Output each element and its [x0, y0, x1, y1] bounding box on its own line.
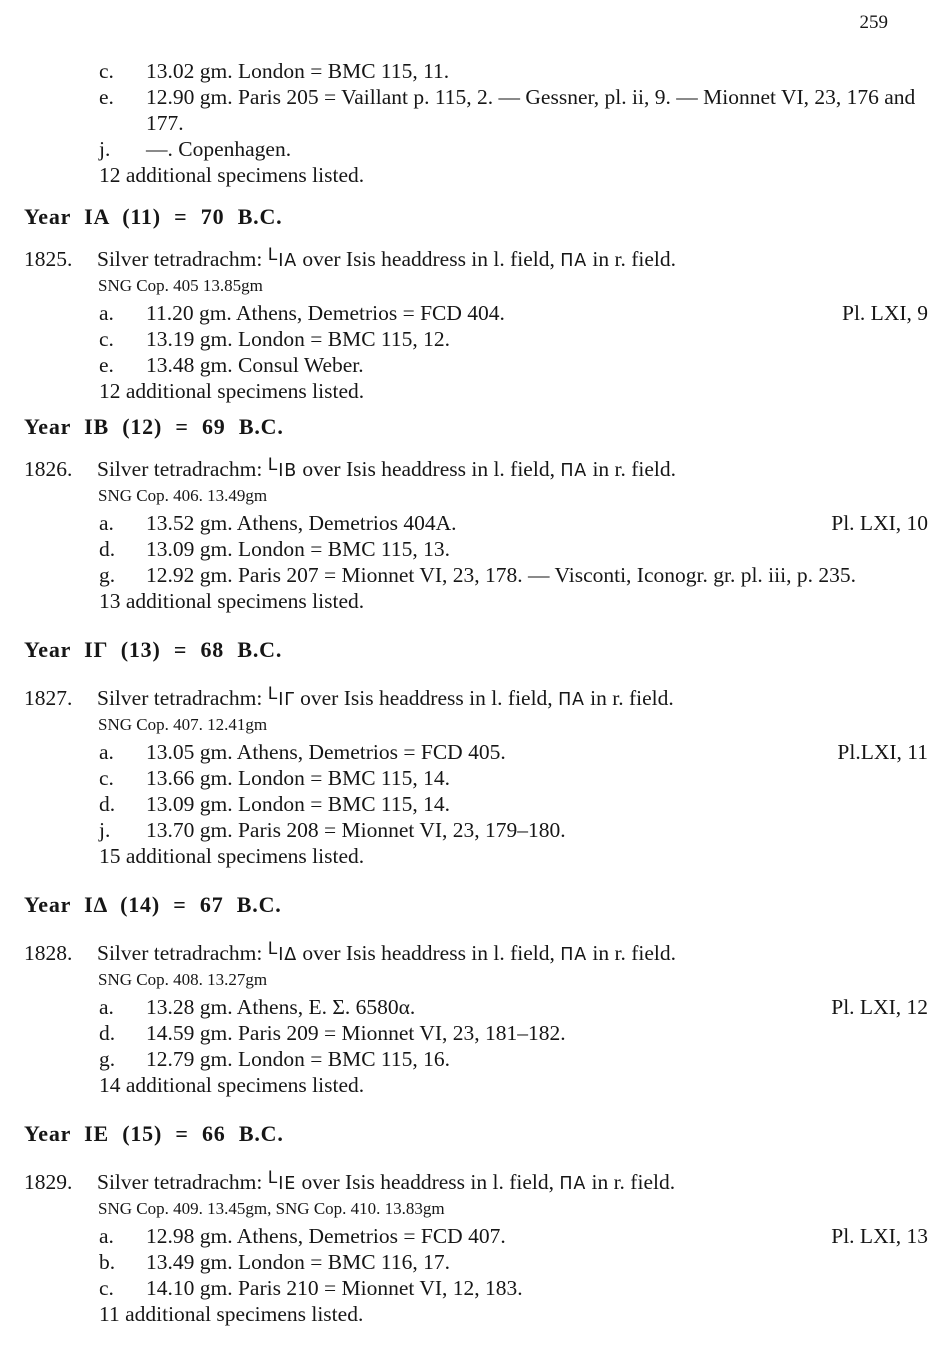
specimen-letter: e. — [99, 353, 114, 377]
entry-number: 1826. — [24, 457, 73, 481]
catalog-entry — [24, 1169, 928, 1327]
specimen-letter: c. — [99, 59, 114, 83]
specimen-letter: a. — [99, 995, 114, 1019]
year-heading: Year IΔ (14) = 67 B.C. — [24, 892, 282, 917]
entry-body — [97, 246, 928, 404]
year-section — [24, 414, 928, 614]
year-heading: Year IE (15) = 66 B.C. — [24, 1121, 284, 1146]
specimen-row — [97, 1020, 928, 1046]
coin-description — [97, 940, 928, 968]
year-heading: Year IΓ (13) = 68 B.C. — [24, 637, 283, 662]
specimen-row — [97, 791, 928, 817]
catalog-entry — [24, 246, 928, 404]
monogram-pa: ΠΑ — [559, 1174, 587, 1194]
sng-reference: SNG Cop. 408. 13.27gm — [98, 970, 268, 989]
description-prefix: Silver tetradrachm: — [97, 941, 268, 965]
regnal-year-sign: L — [267, 455, 278, 475]
plate-reference: Pl. LXI, 10 — [831, 511, 928, 535]
additional-specimens: 11 additional specimens listed. — [99, 1302, 364, 1326]
specimen-letter: g. — [99, 1047, 116, 1071]
specimen-letter: c. — [99, 766, 114, 790]
monogram-pa: ΠΑ — [558, 690, 585, 710]
specimen-row — [97, 352, 928, 378]
specimen-text: 14.59 gm. Paris 209 = Mionnet VI, 23, 181–182. — [146, 1021, 566, 1045]
specimen-letter: a. — [99, 1224, 114, 1248]
sng-reference: SNG Cop. 405 13.85gm — [98, 276, 263, 295]
coin-description — [97, 1169, 928, 1197]
specimen-row — [97, 510, 928, 536]
specimen-row — [97, 136, 928, 162]
entry-number: 1825. — [24, 247, 73, 271]
specimen-letter: d. — [99, 792, 116, 816]
specimen-row — [97, 562, 928, 588]
description-mid: over Isis headdress in l. field, — [294, 686, 559, 710]
description-mid: over Isis headdress in l. field, — [297, 457, 561, 481]
description-prefix: Silver tetradrachm: — [97, 1170, 268, 1194]
description-mid: over Isis headdress in l. field, — [296, 247, 561, 271]
monogram-pa: ΠΑ — [560, 945, 588, 965]
sng-reference: SNG Cop. 409. 13.45gm, SNG Cop. 410. 13.83gm — [98, 1199, 445, 1218]
specimen-row — [97, 1223, 928, 1249]
specimen-text: 13.52 gm. Athens, Demetrios 404A. — [146, 511, 457, 535]
specimen-text: 12.79 gm. London = BMC 115, 16. — [146, 1047, 450, 1071]
specimen-text: 13.49 gm. London = BMC 116, 17. — [146, 1250, 450, 1274]
specimen-letter: a. — [99, 740, 114, 764]
year-section — [24, 1121, 928, 1327]
specimen-text: 13.09 gm. London = BMC 115, 14. — [146, 792, 450, 816]
catalog-entry — [24, 940, 928, 1098]
entry-body — [97, 940, 928, 1098]
description-suffix: in r. field. — [587, 941, 676, 965]
description-suffix: in r. field. — [584, 686, 674, 710]
additional-specimens: 12 additional specimens listed. — [99, 163, 365, 187]
specimen-row — [97, 765, 928, 791]
entry-body — [97, 685, 928, 869]
specimen-text: 12.98 gm. Athens, Demetrios = FCD 407. — [146, 1224, 506, 1248]
year-section — [24, 892, 928, 1098]
sng-reference: SNG Cop. 406. 13.49gm — [98, 486, 268, 505]
coin-description — [97, 246, 928, 274]
additional-specimens: 14 additional specimens listed. — [99, 1073, 365, 1097]
sng-reference: SNG Cop. 407. 12.41gm — [98, 715, 268, 734]
regnal-year-sign: L — [267, 1168, 278, 1188]
catalog-entry — [24, 685, 928, 869]
year-section — [24, 637, 928, 869]
specimen-text: 13.19 gm. London = BMC 115, 12. — [146, 327, 450, 351]
specimen-text: 13.09 gm. London = BMC 115, 13. — [146, 537, 450, 561]
specimen-letter: j. — [99, 137, 111, 161]
specimen-row — [97, 1275, 928, 1301]
year-heading: Year IA (11) = 70 B.C. — [24, 204, 283, 229]
specimen-letter: g. — [99, 563, 116, 587]
additional-specimens: 12 additional specimens listed. — [99, 379, 365, 403]
regnal-year-sign: L — [267, 684, 278, 704]
plate-reference: Pl. LXI, 12 — [831, 995, 928, 1019]
specimen-row — [97, 326, 928, 352]
monogram-pa: ΠΑ — [560, 251, 588, 271]
entry-number: 1828. — [24, 941, 73, 965]
specimen-row — [97, 84, 928, 136]
specimen-row — [97, 536, 928, 562]
description-mid: over Isis headdress in l. field, — [296, 941, 561, 965]
year-numeral: ΙΕ — [278, 1174, 297, 1194]
specimen-text: 13.05 gm. Athens, Demetrios = FCD 405. — [146, 740, 506, 764]
plate-reference: Pl.LXI, 11 — [837, 740, 928, 764]
entry-number: 1829. — [24, 1170, 73, 1194]
specimen-letter: a. — [99, 301, 114, 325]
specimen-letter: c. — [99, 327, 114, 351]
specimen-letter: e. — [99, 85, 114, 109]
year-numeral: ΙΑ — [278, 251, 297, 271]
specimen-letter: d. — [99, 1021, 116, 1045]
entry-body — [97, 456, 928, 614]
specimen-text: 13.02 gm. London = BMC 115, 11. — [146, 59, 450, 83]
description-suffix: in r. field. — [586, 1170, 676, 1194]
specimen-row — [97, 994, 928, 1020]
coin-description — [97, 456, 928, 484]
year-numeral: ΙΓ — [278, 690, 295, 710]
specimen-row — [97, 300, 928, 326]
specimen-letter: a. — [99, 511, 114, 535]
specimen-text: 11.20 gm. Athens, Demetrios = FCD 404. — [146, 301, 505, 325]
specimen-row — [97, 1249, 928, 1275]
specimen-text: 12.90 gm. Paris 205 = Vaillant p. 115, 2. — Gessner, pl. ii, 9. — Mionnet VI, 23, 176 and 177. — [146, 85, 916, 135]
year-numeral: ΙΔ — [278, 945, 297, 965]
additional-specimens: 15 additional specimens listed. — [99, 844, 365, 868]
page-number: 259 — [859, 12, 888, 33]
catalog-entry — [24, 456, 928, 614]
specimen-row — [97, 1046, 928, 1072]
monogram-pa: ΠΑ — [560, 461, 588, 481]
regnal-year-sign: L — [267, 939, 278, 959]
coin-description — [97, 685, 928, 713]
continuation-block — [97, 58, 928, 188]
specimen-text: 14.10 gm. Paris 210 = Mionnet VI, 12, 183. — [146, 1276, 523, 1300]
year-numeral: ΙΒ — [278, 461, 298, 481]
specimen-letter: c. — [99, 1276, 114, 1300]
description-suffix: in r. field. — [587, 247, 676, 271]
description-mid: over Isis headdress in l. field, — [296, 1170, 560, 1194]
description-prefix: Silver tetradrachm: — [97, 457, 268, 481]
plate-reference: Pl. LXI, 9 — [842, 301, 928, 325]
year-section — [24, 204, 928, 404]
specimen-text: 13.70 gm. Paris 208 = Mionnet VI, 23, 179–180. — [146, 818, 566, 842]
specimen-text: 13.28 gm. Athens, E. Σ. 6580α. — [146, 995, 416, 1019]
specimen-letter: b. — [99, 1250, 116, 1274]
description-suffix: in r. field. — [587, 457, 677, 481]
specimen-row — [97, 817, 928, 843]
specimen-text: 13.48 gm. Consul Weber. — [146, 353, 364, 377]
specimen-letter: d. — [99, 537, 116, 561]
entry-number: 1827. — [24, 686, 73, 710]
description-prefix: Silver tetradrachm: — [97, 686, 268, 710]
entry-body — [97, 1169, 928, 1327]
specimen-row — [97, 739, 928, 765]
year-heading: Year IB (12) = 69 B.C. — [24, 414, 284, 439]
specimen-letter: j. — [99, 818, 111, 842]
description-prefix: Silver tetradrachm: — [97, 247, 268, 271]
specimen-text: —. Copenhagen. — [146, 137, 292, 161]
specimen-row — [97, 58, 928, 84]
specimen-text: 13.66 gm. London = BMC 115, 14. — [146, 766, 450, 790]
plate-reference: Pl. LXI, 13 — [831, 1224, 928, 1248]
regnal-year-sign: L — [267, 245, 278, 265]
specimen-text: 12.92 gm. Paris 207 = Mionnet VI, 23, 178. — Visconti, Iconogr. gr. pl. iii, p. 235. — [146, 563, 856, 587]
additional-specimens: 13 additional specimens listed. — [99, 589, 365, 613]
